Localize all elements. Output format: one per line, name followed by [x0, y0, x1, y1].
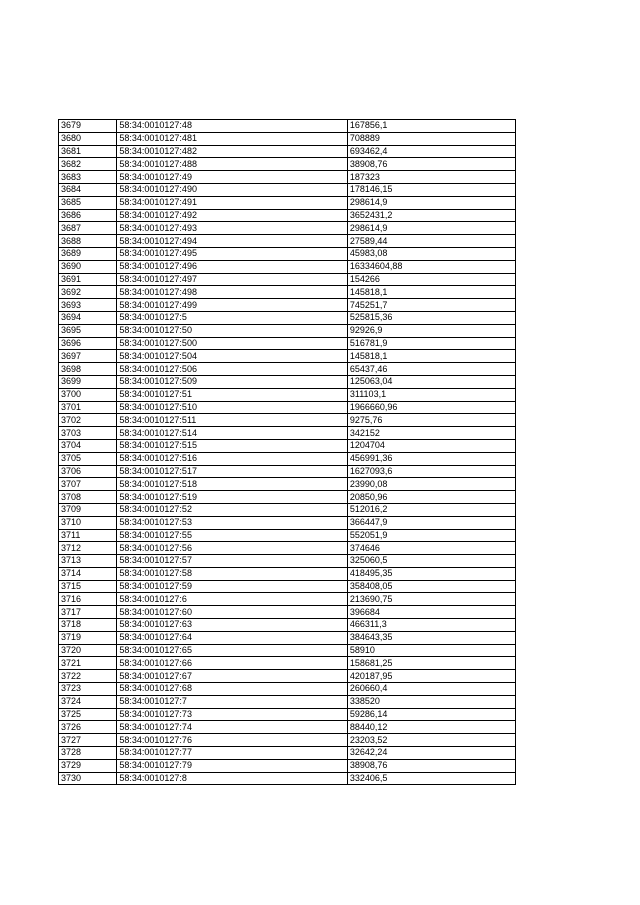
row-number-cell: 3694 — [59, 311, 117, 324]
value-cell: 16334604,88 — [347, 260, 515, 273]
row-number-cell: 3712 — [59, 542, 117, 555]
row-number-cell: 3710 — [59, 516, 117, 529]
row-number-cell: 3689 — [59, 247, 117, 260]
value-cell: 325060,5 — [347, 555, 515, 568]
cadastral-number-cell: 58:34:0010127:6 — [117, 593, 348, 606]
cadastral-number-cell: 58:34:0010127:495 — [117, 247, 348, 260]
table-row — [59, 670, 516, 683]
table-row — [59, 747, 516, 760]
table-row — [59, 286, 516, 299]
table-row — [59, 708, 516, 721]
table-row — [59, 171, 516, 184]
value-cell: 311103,1 — [347, 388, 515, 401]
row-number-cell: 3696 — [59, 337, 117, 350]
table-row — [59, 619, 516, 632]
row-number-cell: 3724 — [59, 695, 117, 708]
cadastral-number-cell: 58:34:0010127:65 — [117, 644, 348, 657]
row-number-cell: 3722 — [59, 670, 117, 683]
table-row — [59, 465, 516, 478]
row-number-cell: 3716 — [59, 593, 117, 606]
cadastral-number-cell: 58:34:0010127:73 — [117, 708, 348, 721]
value-cell: 332406,5 — [347, 772, 515, 785]
table-row — [59, 657, 516, 670]
cadastral-number-cell: 58:34:0010127:482 — [117, 145, 348, 158]
value-cell: 366447,9 — [347, 516, 515, 529]
table-row — [59, 644, 516, 657]
table-row — [59, 631, 516, 644]
table-body — [59, 120, 516, 785]
table-row — [59, 542, 516, 555]
row-number-cell: 3711 — [59, 529, 117, 542]
table-row — [59, 503, 516, 516]
row-number-cell: 3679 — [59, 120, 117, 133]
value-cell: 65437,46 — [347, 363, 515, 376]
value-cell: 32642,24 — [347, 747, 515, 760]
row-number-cell: 3683 — [59, 171, 117, 184]
row-number-cell: 3692 — [59, 286, 117, 299]
table-row — [59, 158, 516, 171]
cadastral-number-cell: 58:34:0010127:55 — [117, 529, 348, 542]
table-row — [59, 273, 516, 286]
table-row — [59, 516, 516, 529]
cadastral-number-cell: 58:34:0010127:494 — [117, 235, 348, 248]
row-number-cell: 3690 — [59, 260, 117, 273]
value-cell: 298614,9 — [347, 222, 515, 235]
table-row — [59, 196, 516, 209]
value-cell: 384643,35 — [347, 631, 515, 644]
value-cell: 187323 — [347, 171, 515, 184]
cadastral-number-cell: 58:34:0010127:59 — [117, 580, 348, 593]
row-number-cell: 3727 — [59, 734, 117, 747]
row-number-cell: 3720 — [59, 644, 117, 657]
cadastral-number-cell: 58:34:0010127:481 — [117, 132, 348, 145]
row-number-cell: 3718 — [59, 619, 117, 632]
row-number-cell: 3695 — [59, 324, 117, 337]
cadastral-number-cell: 58:34:0010127:49 — [117, 171, 348, 184]
value-cell: 396684 — [347, 606, 515, 619]
row-number-cell: 3729 — [59, 759, 117, 772]
table-row — [59, 350, 516, 363]
value-cell: 338520 — [347, 695, 515, 708]
table-row — [59, 529, 516, 542]
row-number-cell: 3702 — [59, 414, 117, 427]
cadastral-number-cell: 58:34:0010127:511 — [117, 414, 348, 427]
value-cell: 38908,76 — [347, 158, 515, 171]
cadastral-number-cell: 58:34:0010127:51 — [117, 388, 348, 401]
data-table — [58, 119, 516, 785]
table-row — [59, 337, 516, 350]
cadastral-number-cell: 58:34:0010127:57 — [117, 555, 348, 568]
row-number-cell: 3698 — [59, 363, 117, 376]
cadastral-number-cell: 58:34:0010127:77 — [117, 747, 348, 760]
row-number-cell: 3717 — [59, 606, 117, 619]
row-number-cell: 3730 — [59, 772, 117, 785]
row-number-cell: 3713 — [59, 555, 117, 568]
value-cell: 298614,9 — [347, 196, 515, 209]
cadastral-number-cell: 58:34:0010127:56 — [117, 542, 348, 555]
table-row — [59, 209, 516, 222]
table-row — [59, 555, 516, 568]
value-cell: 59286,14 — [347, 708, 515, 721]
value-cell: 3652431,2 — [347, 209, 515, 222]
row-number-cell: 3714 — [59, 567, 117, 580]
table-row — [59, 452, 516, 465]
row-number-cell: 3700 — [59, 388, 117, 401]
value-cell: 213690,75 — [347, 593, 515, 606]
table-row — [59, 721, 516, 734]
row-number-cell: 3701 — [59, 401, 117, 414]
value-cell: 88440,12 — [347, 721, 515, 734]
row-number-cell: 3707 — [59, 478, 117, 491]
row-number-cell: 3704 — [59, 439, 117, 452]
cadastral-number-cell: 58:34:0010127:509 — [117, 375, 348, 388]
table-row — [59, 363, 516, 376]
row-number-cell: 3723 — [59, 683, 117, 696]
table-row — [59, 439, 516, 452]
table-row — [59, 375, 516, 388]
table-row — [59, 324, 516, 337]
cadastral-number-cell: 58:34:0010127:66 — [117, 657, 348, 670]
value-cell: 512016,2 — [347, 503, 515, 516]
cadastral-number-cell: 58:34:0010127:79 — [117, 759, 348, 772]
cadastral-number-cell: 58:34:0010127:492 — [117, 209, 348, 222]
cadastral-number-cell: 58:34:0010127:76 — [117, 734, 348, 747]
cadastral-number-cell: 58:34:0010127:496 — [117, 260, 348, 273]
value-cell: 154266 — [347, 273, 515, 286]
value-cell: 552051,9 — [347, 529, 515, 542]
cadastral-number-cell: 58:34:0010127:68 — [117, 683, 348, 696]
cadastral-number-cell: 58:34:0010127:63 — [117, 619, 348, 632]
table-row — [59, 311, 516, 324]
cadastral-number-cell: 58:34:0010127:488 — [117, 158, 348, 171]
cadastral-number-cell: 58:34:0010127:8 — [117, 772, 348, 785]
value-cell: 9275,76 — [347, 414, 515, 427]
table-row — [59, 120, 516, 133]
value-cell: 420187,95 — [347, 670, 515, 683]
cadastral-number-cell: 58:34:0010127:48 — [117, 120, 348, 133]
row-number-cell: 3706 — [59, 465, 117, 478]
cadastral-number-cell: 58:34:0010127:499 — [117, 299, 348, 312]
row-number-cell: 3691 — [59, 273, 117, 286]
table-row — [59, 235, 516, 248]
value-cell: 125063,04 — [347, 375, 515, 388]
table-row — [59, 222, 516, 235]
cadastral-number-cell: 58:34:0010127:58 — [117, 567, 348, 580]
value-cell: 23203,52 — [347, 734, 515, 747]
table-row — [59, 606, 516, 619]
row-number-cell: 3726 — [59, 721, 117, 734]
row-number-cell: 3685 — [59, 196, 117, 209]
cadastral-number-cell: 58:34:0010127:7 — [117, 695, 348, 708]
row-number-cell: 3688 — [59, 235, 117, 248]
value-cell: 418495,35 — [347, 567, 515, 580]
row-number-cell: 3721 — [59, 657, 117, 670]
row-number-cell: 3699 — [59, 375, 117, 388]
value-cell: 58910 — [347, 644, 515, 657]
table-row — [59, 567, 516, 580]
value-cell: 525815,36 — [347, 311, 515, 324]
row-number-cell: 3681 — [59, 145, 117, 158]
cadastral-number-cell: 58:34:0010127:510 — [117, 401, 348, 414]
row-number-cell: 3705 — [59, 452, 117, 465]
value-cell: 27589,44 — [347, 235, 515, 248]
value-cell: 45983,08 — [347, 247, 515, 260]
value-cell: 145818,1 — [347, 286, 515, 299]
row-number-cell: 3728 — [59, 747, 117, 760]
cadastral-number-cell: 58:34:0010127:514 — [117, 427, 348, 440]
row-number-cell: 3697 — [59, 350, 117, 363]
table-row — [59, 759, 516, 772]
cadastral-number-cell: 58:34:0010127:493 — [117, 222, 348, 235]
row-number-cell: 3719 — [59, 631, 117, 644]
value-cell: 1627093,6 — [347, 465, 515, 478]
row-number-cell: 3715 — [59, 580, 117, 593]
value-cell: 92926,9 — [347, 324, 515, 337]
row-number-cell: 3693 — [59, 299, 117, 312]
value-cell: 693462,4 — [347, 145, 515, 158]
table-row — [59, 299, 516, 312]
value-cell: 466311,3 — [347, 619, 515, 632]
cadastral-number-cell: 58:34:0010127:64 — [117, 631, 348, 644]
value-cell: 23990,08 — [347, 478, 515, 491]
cadastral-number-cell: 58:34:0010127:517 — [117, 465, 348, 478]
cadastral-number-cell: 58:34:0010127:498 — [117, 286, 348, 299]
row-number-cell: 3680 — [59, 132, 117, 145]
table-row — [59, 580, 516, 593]
row-number-cell: 3684 — [59, 183, 117, 196]
table-row — [59, 772, 516, 785]
value-cell: 1966660,96 — [347, 401, 515, 414]
table-row — [59, 695, 516, 708]
value-cell: 145818,1 — [347, 350, 515, 363]
cadastral-number-cell: 58:34:0010127:515 — [117, 439, 348, 452]
value-cell: 158681,25 — [347, 657, 515, 670]
cadastral-number-cell: 58:34:0010127:518 — [117, 478, 348, 491]
value-cell: 167856,1 — [347, 120, 515, 133]
table-row — [59, 734, 516, 747]
cadastral-number-cell: 58:34:0010127:504 — [117, 350, 348, 363]
table-row — [59, 247, 516, 260]
value-cell: 38908,76 — [347, 759, 515, 772]
table-row — [59, 593, 516, 606]
value-cell: 516781,9 — [347, 337, 515, 350]
value-cell: 358408,05 — [347, 580, 515, 593]
table-row — [59, 183, 516, 196]
table-row — [59, 414, 516, 427]
value-cell: 178146,15 — [347, 183, 515, 196]
value-cell: 374646 — [347, 542, 515, 555]
row-number-cell: 3708 — [59, 491, 117, 504]
row-number-cell: 3709 — [59, 503, 117, 516]
row-number-cell: 3682 — [59, 158, 117, 171]
cadastral-number-cell: 58:34:0010127:490 — [117, 183, 348, 196]
row-number-cell: 3686 — [59, 209, 117, 222]
value-cell: 1204704 — [347, 439, 515, 452]
cadastral-number-cell: 58:34:0010127:74 — [117, 721, 348, 734]
cadastral-number-cell: 58:34:0010127:519 — [117, 491, 348, 504]
cadastral-number-cell: 58:34:0010127:52 — [117, 503, 348, 516]
table-row — [59, 401, 516, 414]
value-cell: 456991,36 — [347, 452, 515, 465]
row-number-cell: 3687 — [59, 222, 117, 235]
row-number-cell: 3725 — [59, 708, 117, 721]
table-row — [59, 427, 516, 440]
table-row — [59, 388, 516, 401]
cadastral-number-cell: 58:34:0010127:53 — [117, 516, 348, 529]
cadastral-number-cell: 58:34:0010127:60 — [117, 606, 348, 619]
table-row — [59, 260, 516, 273]
cadastral-number-cell: 58:34:0010127:500 — [117, 337, 348, 350]
cadastral-number-cell: 58:34:0010127:497 — [117, 273, 348, 286]
table-row — [59, 478, 516, 491]
value-cell: 20850,96 — [347, 491, 515, 504]
row-number-cell: 3703 — [59, 427, 117, 440]
table-row — [59, 683, 516, 696]
cadastral-number-cell: 58:34:0010127:506 — [117, 363, 348, 376]
value-cell: 745251,7 — [347, 299, 515, 312]
cadastral-number-cell: 58:34:0010127:5 — [117, 311, 348, 324]
cadastral-number-cell: 58:34:0010127:67 — [117, 670, 348, 683]
cadastral-number-cell: 58:34:0010127:50 — [117, 324, 348, 337]
value-cell: 342152 — [347, 427, 515, 440]
value-cell: 708889 — [347, 132, 515, 145]
cadastral-number-cell: 58:34:0010127:516 — [117, 452, 348, 465]
table-row — [59, 132, 516, 145]
table-row — [59, 145, 516, 158]
table-row — [59, 491, 516, 504]
cadastral-number-cell: 58:34:0010127:491 — [117, 196, 348, 209]
value-cell: 260660,4 — [347, 683, 515, 696]
